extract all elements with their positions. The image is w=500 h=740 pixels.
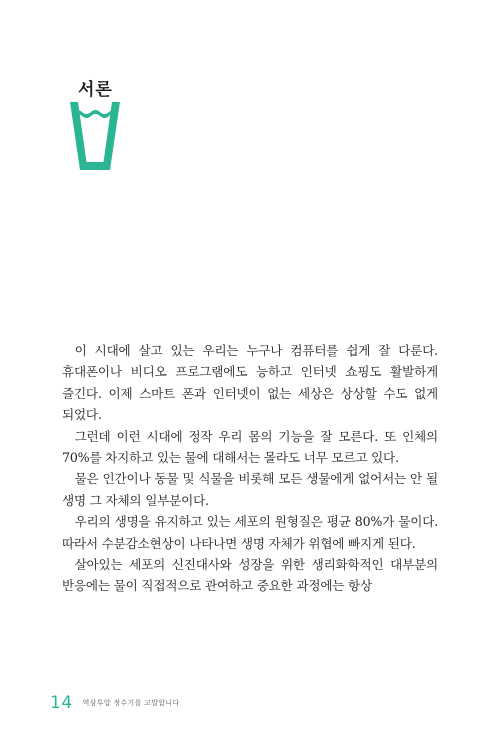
paragraph: 물은 인간이나 동물 및 식물을 비롯해 모든 생물에게 없어서는 안 될 생명 그 자체의 일부분이다.	[62, 471, 438, 508]
paragraph: 우리의 생명을 유지하고 있는 세포의 원형질은 평균 80%가 물이다. 따라서 수분감소현상이 나타나면 생명 자체가 위협에 빠지게 된다.	[62, 514, 438, 551]
paragraph: 그런데 이런 시대에 정작 우리 몸의 기능을 잘 모른다. 또 인체의 70%를 차지하고 있는 물에 대해서는 몰라도 너무 모르고 있다.	[62, 428, 438, 466]
page-footer	[50, 693, 180, 713]
chapter-title: 서론	[78, 80, 113, 100]
running-book-title: 역삼투압 정수기를 고발합니다	[82, 699, 180, 707]
paragraph: 살아있는 세포의 신진대사와 성장을 위한 생리화학적인 대부분의 반응에는 물이 직접적으로 관여하고 중요한 과정에는 항상	[62, 557, 438, 594]
page-number: 14	[50, 693, 73, 713]
water-glass-icon	[66, 100, 124, 172]
body-text	[62, 340, 438, 597]
paragraph: 이 시대에 살고 있는 우리는 누구나 컴퓨터를 쉽게 잘 다룬다. 휴대폰이나 비디오 프로그램에도 능하고 인터넷 쇼핑도 활발하게 즐긴다. 이제 스마트 폰과 인터넷이 없는 세상은 상상할 수도 없게 되었다.	[62, 343, 438, 423]
